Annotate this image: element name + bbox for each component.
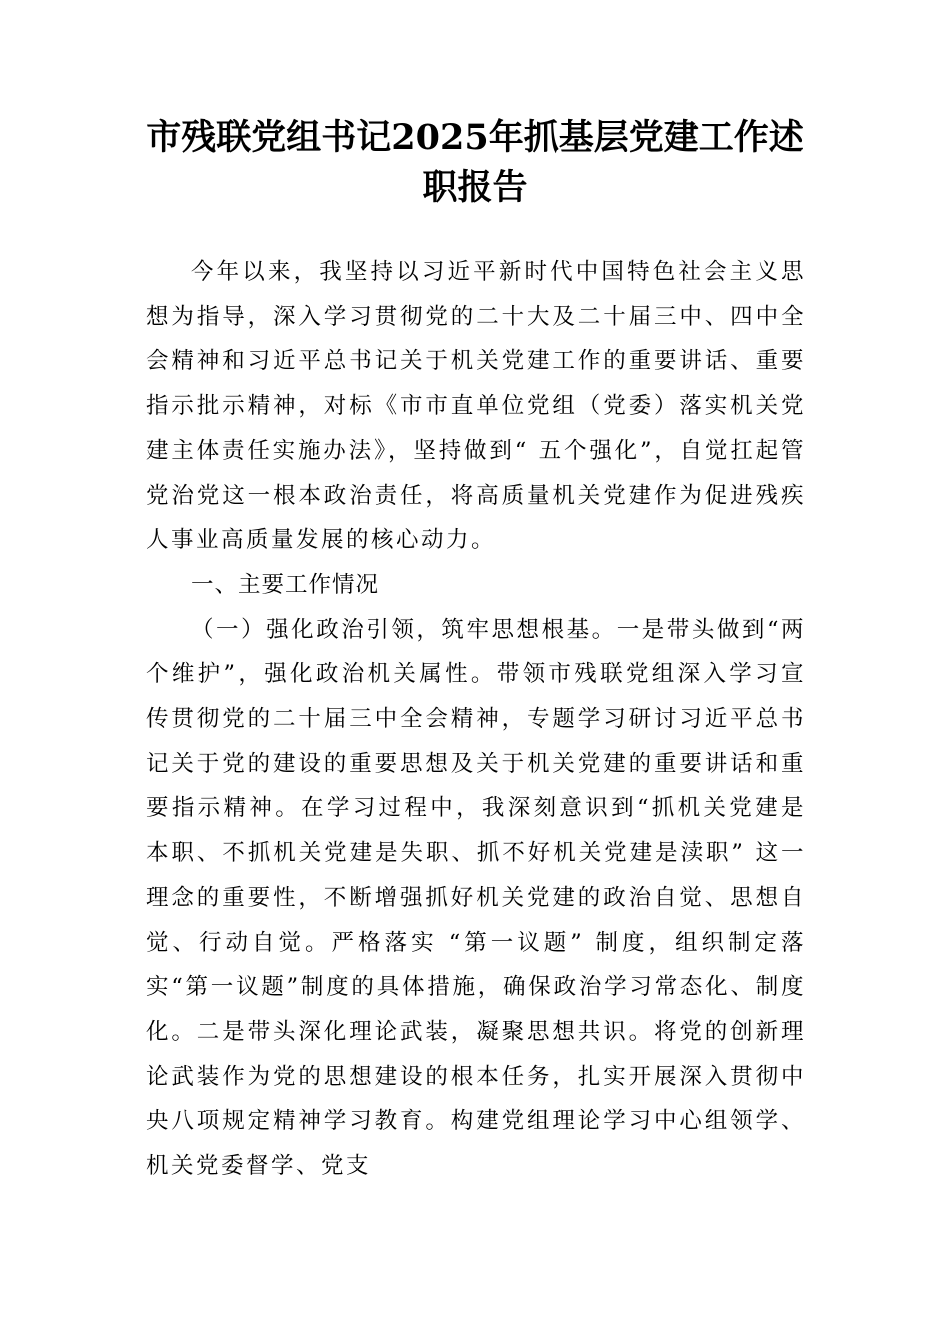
document-body xyxy=(146,250,806,1189)
section-heading-main-work: 一、主要工作情况 xyxy=(191,571,380,598)
document-title: 市残联党组书记2025年抓基层党建工作述职报告 xyxy=(146,117,804,208)
intro-paragraph: 今年以来，我坚持以习近平新时代中国特色社会主义思想为指导，深入学习贯彻党的二十大及二十届三中、四中全会精神和习近平总书记关于机关党建工作的重要讲话、重要指示批示精神，对标《市市直单位党组（党委）落实机关党建主体责任实施办法》，坚持做到“ 五个强化”，自觉扛起管党治党这一根本政治责任，将高质量机关党建作为促进残疾人事业高质量发展的核心动力。 xyxy=(146,259,806,554)
section-paragraph-political-leadership: （一）强化政治引领，筑牢思想根基。一是带头做到“两个维护”，强化政治机关属性。带领市残联党组深入学习宣传贯彻党的二十届三中全会精神，专题学习研讨习近平总书记关于党的建设的重要思想及关于机关党建的重要讲话和重要指示精神。在学习过程中，我深刻意识到“抓机关党建是本职、不抓机关党建是失职、抓不好机关党建是渎职” 这一理念的重要性，不断增强抓好机关党建的政治自觉、思想自觉、行动自觉。严格落实 “第一议题” 制度，组织制定落实“第一议题”制度的具体措施，确保政治学习常态化、制度化。二是带头深化理论武装，凝聚思想共识。将党的创新理论武装作为党的思想建设的根本任务，扎实开展深入贯彻中央八项规定精神学习教育。构建党组理论学习中心组领学、机关党委督学、党支 xyxy=(146,616,806,1180)
